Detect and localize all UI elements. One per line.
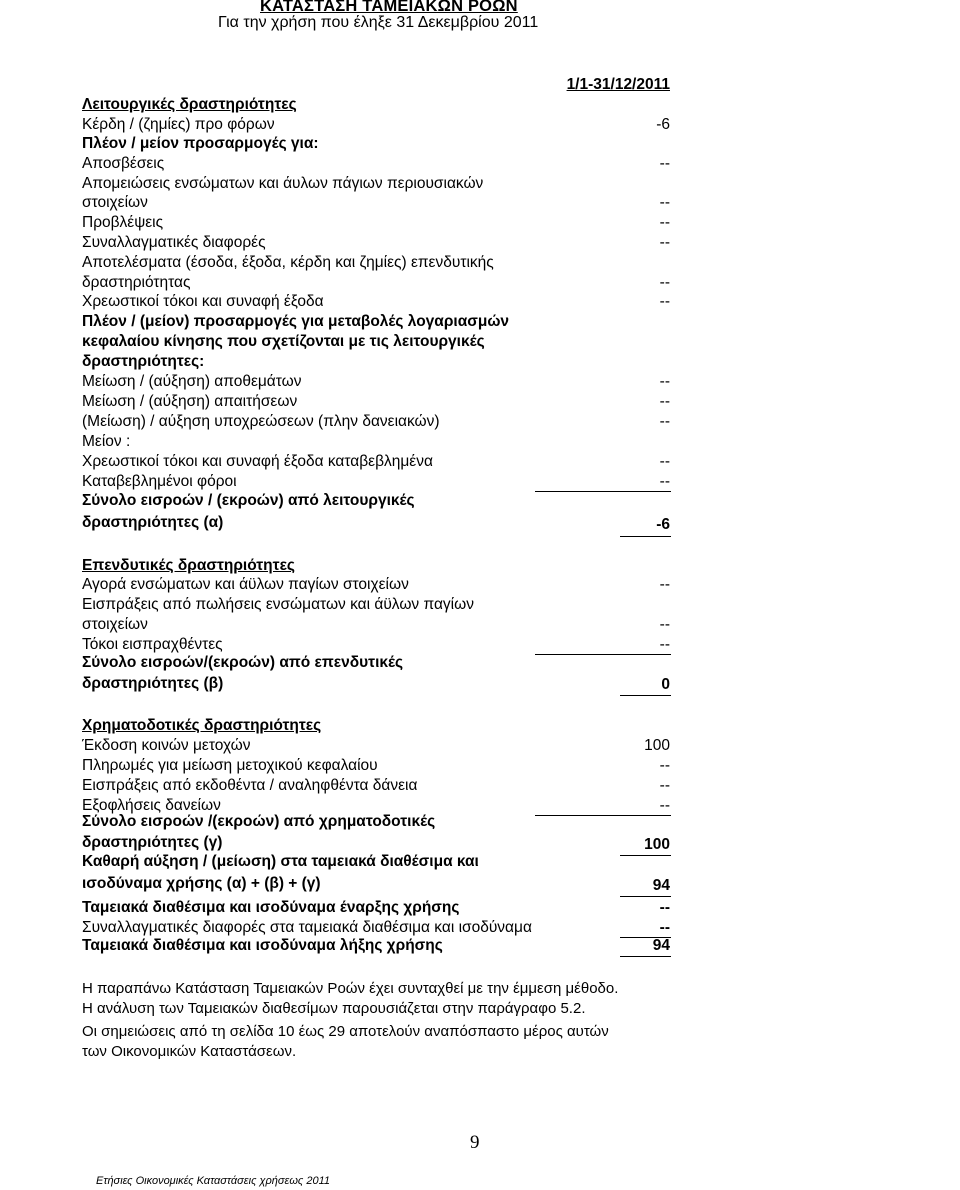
- net-change-value: 94: [652, 877, 670, 894]
- interest-paid-value: --: [659, 453, 670, 470]
- period-column-header: 1/1-31/12/2011: [566, 76, 670, 93]
- interest-expense-value: --: [659, 293, 670, 310]
- capital-reduction-value: --: [659, 757, 670, 774]
- operating-total-value: -6: [656, 516, 670, 533]
- payables-label: (Μείωση) / αύξηση υποχρεώσεων (πλην δανειακών): [82, 413, 440, 430]
- financing-total-label-line2: δραστηριότητες (γ): [82, 834, 223, 851]
- total-rule: [620, 536, 671, 537]
- less-label: Μείον :: [82, 433, 131, 450]
- share-issue-label: Έκδοση κοινών μετοχών: [82, 737, 251, 754]
- fx-differences-label: Συναλλαγματικές διαφορές: [82, 234, 266, 251]
- interest-expense-label: Χρεωστικοί τόκοι και συναφή έξοδα: [82, 293, 324, 310]
- working-capital-heading-line2: κεφαλαίου κίνησης που σχετίζονται με τις λειτουργικές: [82, 333, 485, 350]
- subtotal-rule: [535, 815, 671, 816]
- depreciation-label: Αποσβέσεις: [82, 155, 165, 172]
- share-issue-value: 100: [644, 737, 670, 754]
- operating-total-label-line2: δραστηριότητες (α): [82, 514, 224, 531]
- total-rule: [620, 956, 671, 957]
- investing-results-value: --: [659, 274, 670, 291]
- financing-total-label-line1: Σύνολο εισροών /(εκροών) από χρηματοδοτικές: [82, 813, 436, 830]
- taxes-paid-value: --: [659, 473, 670, 490]
- investing-total-value: 0: [661, 676, 670, 693]
- provisions-value: --: [659, 214, 670, 231]
- fx-differences-value: --: [659, 234, 670, 251]
- subtotal-rule: [535, 491, 671, 492]
- net-change-label-line1: Καθαρή αύξηση / (μείωση) στα ταμειακά διαθέσιμα και: [82, 853, 479, 870]
- subtotal-rule: [535, 654, 671, 655]
- payables-value: --: [659, 413, 670, 430]
- cash-fx-differences-value: --: [659, 919, 670, 936]
- impairment-value: --: [659, 194, 670, 211]
- operating-heading: Λειτουργικές δραστηριότητες: [82, 96, 297, 113]
- working-capital-heading-line3: δραστηριότητες:: [82, 353, 205, 370]
- impairment-label-line2: στοιχείων: [82, 194, 148, 211]
- receivables-value: --: [659, 393, 670, 410]
- total-rule: [620, 855, 671, 856]
- provisions-label: Προβλέψεις: [82, 214, 164, 231]
- note-integral-part-line1: Οι σημειώσεις από τη σελίδα 10 έως 29 αποτελούν αναπόσπαστο μέρος αυτών: [82, 1023, 609, 1040]
- note-cash-analysis: Η ανάλυση των Ταμειακών διαθεσίμων παρουσιάζεται στην παράγραφο 5.2.: [82, 1000, 586, 1017]
- opening-cash-label: Ταμειακά διαθέσιμα και ισοδύναμα έναρξης χρήσης: [82, 899, 460, 916]
- investing-total-label-line1: Σύνολο εισροών/(εκροών) από επενδυτικές: [82, 654, 404, 671]
- investing-results-label-line1: Αποτελέσματα (έσοδα, έξοδα, κέρδη και ζημίες) επενδυτικής: [82, 254, 494, 271]
- impairment-label-line1: Απομειώσεις ενσώματων και άυλων πάγιων περιουσιακών: [82, 175, 484, 192]
- total-rule: [620, 896, 671, 897]
- asset-sale-value: --: [659, 616, 670, 633]
- financing-total-value: 100: [644, 836, 670, 853]
- profit-before-tax-value: -6: [656, 116, 670, 133]
- cash-fx-differences-label: Συναλλαγματικές διαφορές στα ταμειακά διαθέσιμα και ισοδύναμα: [82, 919, 532, 936]
- investing-total-label-line2: δραστηριότητες (β): [82, 675, 224, 692]
- investing-heading: Επενδυτικές δραστηριότητες: [82, 557, 295, 574]
- note-method: Η παραπάνω Κατάσταση Ταμειακών Ροών έχει συνταχθεί με την έμμεση μέθοδο.: [82, 980, 619, 997]
- working-capital-heading-line1: Πλέον / (μείον) προσαρμογές για μεταβολές λογαριασμών: [82, 313, 510, 330]
- closing-cash-value: 94: [652, 937, 670, 954]
- total-rule: [620, 695, 671, 696]
- closing-cash-label: Ταμειακά διαθέσιμα και ισοδύναμα λήξης χρήσης: [82, 937, 443, 954]
- investing-results-label-line2: δραστηριότητας: [82, 274, 191, 291]
- interest-paid-label: Χρεωστικοί τόκοι και συναφή έξοδα καταβεβλημένα: [82, 453, 433, 470]
- interest-received-label: Τόκοι εισπραχθέντες: [82, 636, 223, 653]
- asset-purchase-value: --: [659, 576, 670, 593]
- document-title: ΚΑΤΑΣΤΑΣΗ ΤΑΜΕΙΑΚΩΝ ΡΟΩΝ: [260, 0, 518, 15]
- financing-heading: Χρηματοδοτικές δραστηριότητες: [82, 717, 322, 734]
- note-integral-part-line2: των Οικονομικών Καταστάσεων.: [82, 1043, 297, 1060]
- document-subtitle: Για την χρήση που έληξε 31 Δεκεμβρίου 2011: [218, 14, 539, 31]
- page-footer: Ετήσιες Οικονομικές Καταστάσεις χρήσεως 2011: [96, 1175, 330, 1187]
- net-change-label-line2: ισοδύναμα χρήσης (α) + (β) + (γ): [82, 875, 321, 892]
- inventories-label: Μείωση / (αύξηση) αποθεμάτων: [82, 373, 302, 390]
- loans-received-value: --: [659, 777, 670, 794]
- loan-repayments-label: Εξοφλήσεις δανείων: [82, 797, 221, 814]
- page-number: 9: [470, 1132, 480, 1153]
- capital-reduction-label: Πληρωμές για μείωση μετοχικού κεφαλαίου: [82, 757, 378, 774]
- receivables-label: Μείωση / (αύξηση) απαιτήσεων: [82, 393, 298, 410]
- depreciation-value: --: [659, 155, 670, 172]
- interest-received-value: --: [659, 636, 670, 653]
- adjustments-heading: Πλέον / μείον προσαρμογές για:: [82, 135, 319, 152]
- loan-repayments-value: --: [659, 797, 670, 814]
- asset-purchase-label: Αγορά ενσώματων και άϋλων παγίων στοιχείων: [82, 576, 409, 593]
- asset-sale-label-line1: Εισπράξεις από πωλήσεις ενσώματων και άϋλων παγίων: [82, 596, 474, 613]
- operating-total-label-line1: Σύνολο εισροών / (εκροών) από λειτουργικές: [82, 492, 415, 509]
- opening-cash-value: --: [659, 899, 670, 916]
- taxes-paid-label: Καταβεβλημένοι φόροι: [82, 473, 237, 490]
- inventories-value: --: [659, 373, 670, 390]
- profit-before-tax-label: Κέρδη / (ζημίες) προ φόρων: [82, 116, 275, 133]
- loans-received-label: Εισπράξεις από εκδοθέντα / αναληφθέντα δάνεια: [82, 777, 418, 794]
- asset-sale-label-line2: στοιχείων: [82, 616, 148, 633]
